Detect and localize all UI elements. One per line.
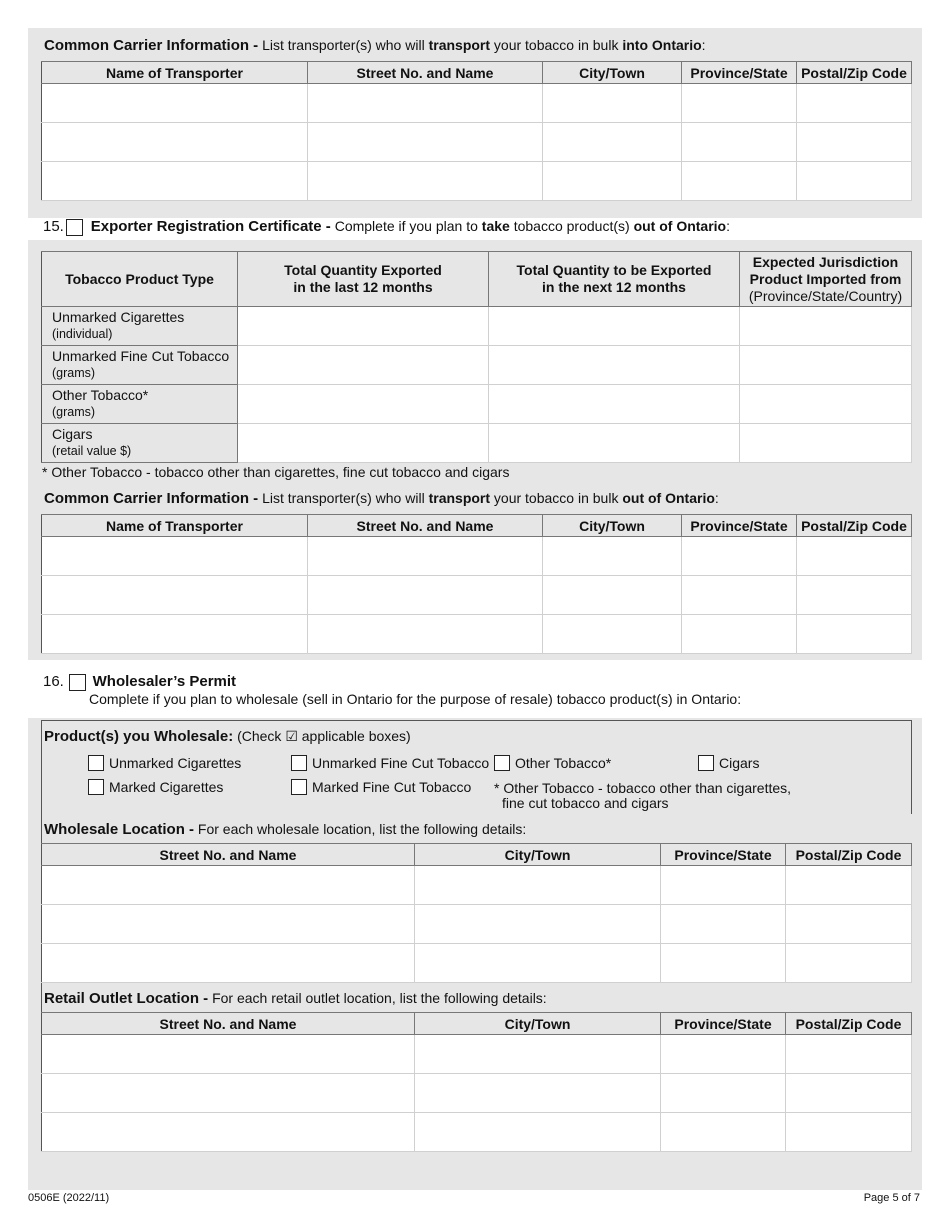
cell-input[interactable] bbox=[42, 576, 308, 615]
exporter-checkbox[interactable] bbox=[66, 219, 83, 236]
wholesale-location-table bbox=[41, 843, 912, 983]
wholesaler-checkbox[interactable] bbox=[69, 674, 86, 691]
table-row bbox=[42, 84, 912, 123]
cell-input[interactable] bbox=[415, 1035, 661, 1074]
cell-input[interactable] bbox=[543, 123, 682, 162]
col-street: Street No. and Name bbox=[308, 515, 543, 537]
cell-input[interactable] bbox=[543, 537, 682, 576]
cell-input[interactable] bbox=[797, 576, 912, 615]
cell-input[interactable] bbox=[661, 944, 786, 983]
col-street: Street No. and Name bbox=[42, 1013, 415, 1035]
cell-input[interactable] bbox=[42, 905, 415, 944]
cell-input[interactable] bbox=[415, 944, 661, 983]
table-row bbox=[42, 307, 912, 346]
cell-input[interactable] bbox=[682, 123, 797, 162]
cell-input[interactable] bbox=[415, 1074, 661, 1113]
cell-input[interactable] bbox=[238, 385, 489, 424]
cell-input[interactable] bbox=[682, 162, 797, 201]
cell-input[interactable] bbox=[415, 905, 661, 944]
table-row bbox=[42, 537, 912, 576]
cell-input[interactable] bbox=[308, 123, 543, 162]
carrier-heading-into: Common Carrier Information - List transporter(s) who will transport your tobacco in bulk into Ontario: bbox=[44, 37, 706, 54]
cell-input[interactable] bbox=[786, 1074, 912, 1113]
checkbox-icon[interactable] bbox=[88, 779, 104, 795]
col-exported-last: Total Quantity Exported in the last 12 months bbox=[238, 252, 489, 307]
cell-input[interactable] bbox=[42, 866, 415, 905]
cell-input[interactable] bbox=[42, 615, 308, 654]
wholesale-location-heading: Wholesale Location - For each wholesale location, list the following details: bbox=[44, 821, 527, 838]
checkbox-unmarked-fine-cut[interactable]: Unmarked Fine Cut Tobacco bbox=[291, 754, 489, 771]
col-street: Street No. and Name bbox=[308, 62, 543, 84]
page-number: Page 5 of 7 bbox=[863, 1192, 920, 1204]
carrier-table-out bbox=[41, 514, 912, 654]
cell-input[interactable] bbox=[308, 162, 543, 201]
checkbox-other-tobacco[interactable]: Other Tobacco* bbox=[494, 754, 611, 771]
col-street: Street No. and Name bbox=[42, 844, 415, 866]
cell-input[interactable] bbox=[786, 944, 912, 983]
cell-input[interactable] bbox=[42, 162, 308, 201]
table-row bbox=[42, 1035, 912, 1074]
cell-input[interactable] bbox=[786, 866, 912, 905]
checkbox-marked-fine-cut[interactable]: Marked Fine Cut Tobacco bbox=[291, 778, 471, 795]
col-jurisdiction: Expected Jurisdiction Product Imported from (Province/State/Country) bbox=[740, 252, 912, 307]
products-box bbox=[41, 720, 912, 814]
cell-input[interactable] bbox=[661, 905, 786, 944]
cell-input[interactable] bbox=[42, 944, 415, 983]
cell-input[interactable] bbox=[489, 424, 740, 463]
cell-input[interactable] bbox=[415, 1113, 661, 1152]
cell-input[interactable] bbox=[682, 84, 797, 123]
cell-input[interactable] bbox=[661, 1035, 786, 1074]
col-postal: Postal/Zip Code bbox=[797, 62, 912, 84]
cell-input[interactable] bbox=[42, 1074, 415, 1113]
col-name-of-transporter: Name of Transporter bbox=[42, 62, 308, 84]
cell-input[interactable] bbox=[786, 1113, 912, 1152]
cell-input[interactable] bbox=[682, 576, 797, 615]
cell-input[interactable] bbox=[489, 385, 740, 424]
table-row bbox=[42, 1074, 912, 1113]
row-label: Unmarked Fine Cut Tobacco (grams) bbox=[42, 346, 238, 385]
cell-input[interactable] bbox=[42, 1035, 415, 1074]
table-row bbox=[42, 905, 912, 944]
table-row bbox=[42, 866, 912, 905]
retail-location-table bbox=[41, 1012, 912, 1152]
divider bbox=[41, 813, 42, 843]
cell-input[interactable] bbox=[682, 537, 797, 576]
col-province: Province/State bbox=[661, 844, 786, 866]
cell-input[interactable] bbox=[797, 537, 912, 576]
cell-input[interactable] bbox=[42, 123, 308, 162]
table-row bbox=[42, 944, 912, 983]
carrier-heading-out: Common Carrier Information - List transporter(s) who will transport your tobacco in bulk out of Ontario: bbox=[44, 490, 719, 507]
cell-input[interactable] bbox=[415, 866, 661, 905]
cell-input[interactable] bbox=[238, 307, 489, 346]
cell-input[interactable] bbox=[543, 162, 682, 201]
cell-input[interactable] bbox=[661, 866, 786, 905]
cell-input[interactable] bbox=[797, 162, 912, 201]
checkbox-icon[interactable] bbox=[698, 755, 714, 771]
col-province: Province/State bbox=[682, 62, 797, 84]
table-row bbox=[42, 424, 912, 463]
table-row bbox=[42, 123, 912, 162]
checkbox-unmarked-cigarettes[interactable]: Unmarked Cigarettes bbox=[88, 754, 241, 771]
retail-location-heading: Retail Outlet Location - For each retail outlet location, list the following details: bbox=[44, 990, 547, 1007]
col-postal: Postal/Zip Code bbox=[786, 1013, 912, 1035]
cell-input[interactable] bbox=[308, 615, 543, 654]
section16-description: Complete if you plan to wholesale (sell in Ontario for the purpose of resale) tobacco product(s) in Ontario: bbox=[89, 691, 742, 707]
checkbox-cigars[interactable]: Cigars bbox=[698, 754, 759, 771]
cell-input[interactable] bbox=[489, 346, 740, 385]
checkbox-icon[interactable] bbox=[291, 755, 307, 771]
cell-input[interactable] bbox=[786, 905, 912, 944]
divider bbox=[41, 983, 42, 1013]
cell-input[interactable] bbox=[308, 84, 543, 123]
cell-input[interactable] bbox=[42, 1113, 415, 1152]
table-row bbox=[42, 576, 912, 615]
cell-input[interactable] bbox=[661, 1074, 786, 1113]
col-postal: Postal/Zip Code bbox=[797, 515, 912, 537]
col-province: Province/State bbox=[661, 1013, 786, 1035]
table-row bbox=[42, 1113, 912, 1152]
section16-heading: 16. Wholesaler’s Permit bbox=[43, 673, 237, 690]
cell-input[interactable] bbox=[786, 1035, 912, 1074]
cell-input[interactable] bbox=[42, 84, 308, 123]
row-label: Other Tobacco* (grams) bbox=[42, 385, 238, 424]
cell-input[interactable] bbox=[797, 615, 912, 654]
table-row bbox=[42, 615, 912, 654]
carrier-table-into bbox=[41, 61, 912, 201]
col-city: City/Town bbox=[543, 515, 682, 537]
cell-input[interactable] bbox=[543, 576, 682, 615]
table-row bbox=[42, 385, 912, 424]
cell-input[interactable] bbox=[308, 576, 543, 615]
col-exported-next: Total Quantity to be Exported in the next 12 months bbox=[489, 252, 740, 307]
col-name-of-transporter: Name of Transporter bbox=[42, 515, 308, 537]
checkbox-icon[interactable] bbox=[494, 755, 510, 771]
row-label: Unmarked Cigarettes (individual) bbox=[42, 307, 238, 346]
col-product-type: Tobacco Product Type bbox=[42, 252, 238, 307]
col-city: City/Town bbox=[543, 62, 682, 84]
cell-input[interactable] bbox=[740, 424, 912, 463]
section15-heading: 15. Exporter Registration Certificate - Complete if you plan to take tobacco product(s) out of Ontario: bbox=[43, 218, 730, 235]
cell-input[interactable] bbox=[42, 537, 308, 576]
col-province: Province/State bbox=[682, 515, 797, 537]
col-postal: Postal/Zip Code bbox=[786, 844, 912, 866]
checkbox-marked-cigarettes[interactable]: Marked Cigarettes bbox=[88, 778, 223, 795]
cell-input[interactable] bbox=[308, 537, 543, 576]
cell-input[interactable] bbox=[740, 346, 912, 385]
section15-footnote: * Other Tobacco - tobacco other than cigarettes, fine cut tobacco and cigars bbox=[42, 464, 510, 480]
table-row bbox=[42, 162, 912, 201]
cell-input[interactable] bbox=[238, 424, 489, 463]
cell-input[interactable] bbox=[740, 385, 912, 424]
cell-input[interactable] bbox=[543, 84, 682, 123]
cell-input[interactable] bbox=[740, 307, 912, 346]
checkbox-icon[interactable] bbox=[88, 755, 104, 771]
cell-input[interactable] bbox=[238, 346, 489, 385]
products-title: Product(s) you Wholesale: (Check ☑ applicable boxes) bbox=[44, 728, 411, 745]
table-row bbox=[42, 346, 912, 385]
row-label: Cigars (retail value $) bbox=[42, 424, 238, 463]
products-footnote: * Other Tobacco - tobacco other than cigarettes, fine cut tobacco and cigars bbox=[494, 780, 792, 811]
col-city: City/Town bbox=[415, 1013, 661, 1035]
cell-input[interactable] bbox=[797, 84, 912, 123]
cell-input[interactable] bbox=[682, 615, 797, 654]
cell-input[interactable] bbox=[543, 615, 682, 654]
cell-input[interactable] bbox=[489, 307, 740, 346]
cell-input[interactable] bbox=[661, 1113, 786, 1152]
col-city: City/Town bbox=[415, 844, 661, 866]
form-id: 0506E (2022/11) bbox=[28, 1192, 110, 1204]
exporter-product-table bbox=[41, 251, 912, 463]
cell-input[interactable] bbox=[797, 123, 912, 162]
checkbox-icon[interactable] bbox=[291, 779, 307, 795]
